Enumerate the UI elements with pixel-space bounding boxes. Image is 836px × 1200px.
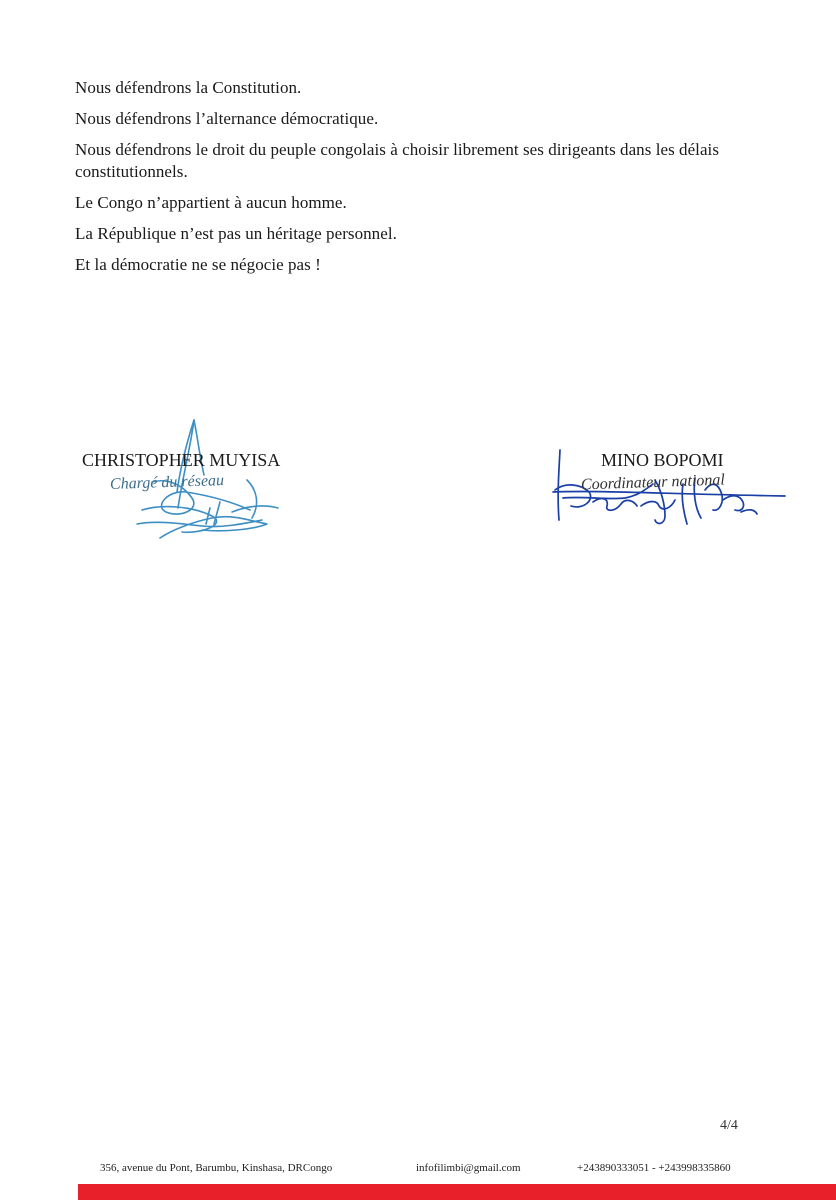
signatory-role-left: Chargé du réseau [109, 472, 225, 493]
signatory-role-right: Coordinateur national [580, 471, 726, 494]
footer-phones: +243890333051 - +243998335860 [577, 1162, 731, 1174]
paragraph-constitution: Nous défendrons la Constitution. [75, 78, 302, 97]
document-body [75, 77, 765, 285]
footer-email: infofilimbi@gmail.com [416, 1162, 521, 1174]
signatory-name-left: CHRISTOPHER MUYISA [82, 450, 281, 470]
paragraph-droit-du-peuple: Nous défendrons le droit du peuple congolais à choisir librement ses dirigeants dans les délais constitutionnels. [75, 140, 719, 181]
signatory-name-right: MINO BOPOMI [601, 450, 724, 470]
paragraph-democratie: Et la démocratie ne se négocie pas ! [75, 255, 321, 274]
paragraph-congo: Le Congo n’appartient à aucun homme. [75, 193, 347, 212]
paragraph-alternance: Nous défendrons l’alternance démocratique. [75, 109, 379, 128]
footer-accent-bar [78, 1184, 836, 1200]
page-footer [0, 1162, 836, 1186]
paragraph-republique: La République n’est pas un héritage personnel. [75, 224, 397, 243]
page-number: 4/4 [720, 1118, 738, 1133]
footer-address: 356, avenue du Pont, Barumbu, Kinshasa, DRCongo [100, 1162, 333, 1174]
